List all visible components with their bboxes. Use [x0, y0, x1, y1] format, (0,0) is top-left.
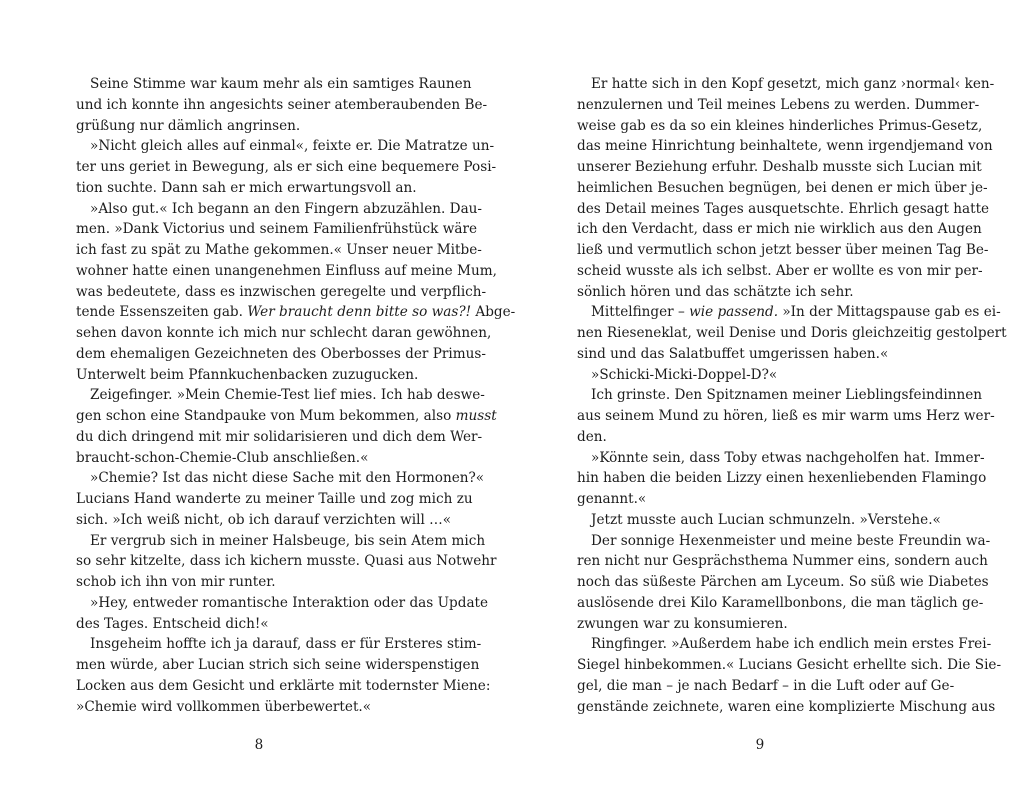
text-line: ich den Verdacht, dass er mich nie wirklich aus den Augen	[577, 221, 982, 238]
text-line: zwungen war zu konsumieren.	[577, 615, 788, 632]
text-line: Insgeheim hoffte ich ja darauf, dass er für Ersteres stim-	[90, 636, 482, 653]
italic-text: wie passend.	[689, 304, 779, 321]
text-line: so sehr kitzelte, dass ich kichern musste. Quasi aus Notwehr	[76, 553, 497, 570]
text-line: grüßung nur dämlich angrinsen.	[76, 117, 301, 134]
text-line: das meine Hinrichtung beinhaltete, wenn irgendjemand von	[577, 138, 993, 155]
text-line: noch das süßeste Pärchen am Lyceum. So süß wie Diabetes	[577, 574, 989, 590]
text-line: ren nicht nur Gesprächsthema Nummer eins, sondern auch	[577, 553, 988, 570]
text-line: Siegel hinbekommen.« Lucians Gesicht erhellte sich. Die Sie-	[577, 657, 1002, 673]
text-line: was bedeutete, dass es inzwischen geregelte und verpflich-	[76, 283, 487, 300]
text-line: scheid wusste als ich selbst. Aber er wollte es von mir per-	[577, 262, 983, 279]
text-line: gel, die man – je nach Bedarf – in die Luft oder auf Ge-	[577, 677, 955, 694]
left-page	[76, 74, 516, 717]
text-line: »Chemie? Ist das nicht diese Sache mit den Hormonen?«	[90, 470, 485, 487]
text-line: »Hey, entweder romantische Interaktion oder das Update	[90, 594, 489, 611]
text-line: den.	[577, 428, 607, 445]
text-line: genannt.«	[577, 491, 647, 507]
text-line: sehen davon konnte ich mich nur schlecht daran gewöhnen,	[76, 325, 492, 341]
text-line: men würde, aber Lucian strich sich seine widerspenstigen	[76, 657, 480, 673]
text-line: »Nicht gleich alles auf einmal«, feixte er. Die Matratze un-	[90, 138, 495, 155]
text-line: des Tages. Entscheid dich!«	[76, 615, 269, 632]
text-line: »Schicki-Micki-Doppel-D?«	[591, 366, 778, 383]
text-line: gen schon eine Standpauke von Mum bekommen, also musst	[76, 408, 497, 424]
text-line: Seine Stimme war kaum mehr als ein samtiges Raunen	[90, 76, 472, 92]
text-line: ich fast zu spät zu Mathe gekommen.« Unser neuer Mitbe-	[76, 242, 482, 258]
text-line: men. »Dank Victorius und seinem Familienfrühstück wäre	[76, 221, 477, 238]
text-line: Der sonnige Hexenmeister und meine beste Freundin wa-	[591, 532, 991, 549]
text-line: nenzulernen und Teil meines Lebens zu werden. Dummer-	[577, 96, 980, 113]
text-line: genstände zeichnete, waren eine komplizierte Mischung aus	[577, 698, 996, 715]
text-line: weise gab es da so ein kleines hinderliches Primus-Gesetz,	[577, 117, 983, 134]
text-line: ter uns geriet in Bewegung, als er sich eine bequemere Posi-	[76, 159, 497, 175]
text-line: Mittelfinger – wie passend. »In der Mittagspause gab es ei-	[591, 304, 1001, 321]
text-line: »Also gut.« Ich begann an den Fingern abzuzählen. Dau-	[90, 200, 483, 217]
text-line: sönlich hören und das schätzte ich sehr.	[577, 283, 854, 300]
text-line: »Könnte sein, dass Toby etwas nachgeholfen hat. Immer-	[591, 449, 985, 466]
text-line: hin haben die beiden Lizzy einen hexenliebenden Flamingo	[577, 470, 987, 487]
text-line: »Chemie wird vollkommen überbewertet.«	[76, 698, 372, 715]
italic-text: musst	[455, 408, 497, 424]
text-line: wohner hatte einen unangenehmen Einfluss auf meine Mum,	[76, 262, 497, 279]
page-number-right: 9	[755, 737, 765, 753]
text-line: nen Rieseneklat, weil Denise und Doris gleichzeitig gestolpert	[577, 325, 1007, 341]
text-line: ließ und vermutlich schon jetzt besser über meinen Tag Be-	[577, 242, 989, 258]
text-line: Unterwelt beim Pfannkuchenbacken zuzugucken.	[76, 366, 419, 383]
text-line: unserer Beziehung erfuhr. Deshalb musste sich Lucian mit	[577, 159, 982, 175]
text-line: Ich grinste. Den Spitznamen meiner Lieblingsfeindinnen	[591, 387, 983, 404]
text-line: Er hatte sich in den Kopf gesetzt, mich ganz ›normal‹ ken-	[591, 76, 995, 92]
italic-text: Wer braucht denn bitte so was?!	[247, 304, 472, 321]
text-line: Zeigefinger. »Mein Chemie-Test lief mies. Ich hab deswe-	[90, 387, 485, 404]
text-line: Ringfinger. »Außerdem habe ich endlich mein erstes Frei-	[591, 636, 992, 653]
text-line: des Detail meines Tages ausquetschte. Ehrlich gesagt hatte	[577, 200, 990, 217]
text-line: und ich konnte ihn angesichts seiner atemberaubenden Be-	[76, 96, 488, 113]
right-page	[577, 74, 1007, 717]
text-line: dem ehemaligen Gezeichneten des Oberbosses der Primus-	[76, 345, 486, 362]
text-line: auslösende drei Kilo Karamellbonbons, die man täglich ge-	[577, 594, 984, 611]
text-line: Jetzt musste auch Lucian schmunzeln. »Verstehe.«	[591, 511, 941, 528]
text-line: sind und das Salatbuffet umgerissen haben.«	[577, 345, 889, 362]
text-line: heimlichen Besuchen begnügen, bei denen er mich über je-	[577, 179, 988, 196]
text-line: tende Essenszeiten gab. Wer braucht denn bitte so was?! Abge-	[76, 304, 516, 321]
text-line: Locken aus dem Gesicht und erklärte mit todernster Miene:	[76, 677, 491, 694]
text-line: Lucians Hand wanderte zu meiner Taille und zog mich zu	[76, 491, 473, 507]
text-line: sich. »Ich weiß nicht, ob ich darauf verzichten will …«	[76, 511, 452, 528]
text-line: schob ich ihn von mir runter.	[76, 574, 276, 590]
text-line: braucht-schon-Chemie-Club anschließen.«	[76, 449, 369, 466]
text-line: tion suchte. Dann sah er mich erwartungsvoll an.	[76, 179, 417, 196]
text-line: Er vergrub sich in meiner Halsbeuge, bis sein Atem mich	[90, 532, 486, 549]
text-line: du dich dringend mit mir solidarisieren und dich dem Wer-	[76, 428, 483, 445]
page-number-left: 8	[254, 737, 264, 753]
text-line: aus seinem Mund zu hören, ließ es mir warm ums Herz wer-	[577, 408, 995, 424]
